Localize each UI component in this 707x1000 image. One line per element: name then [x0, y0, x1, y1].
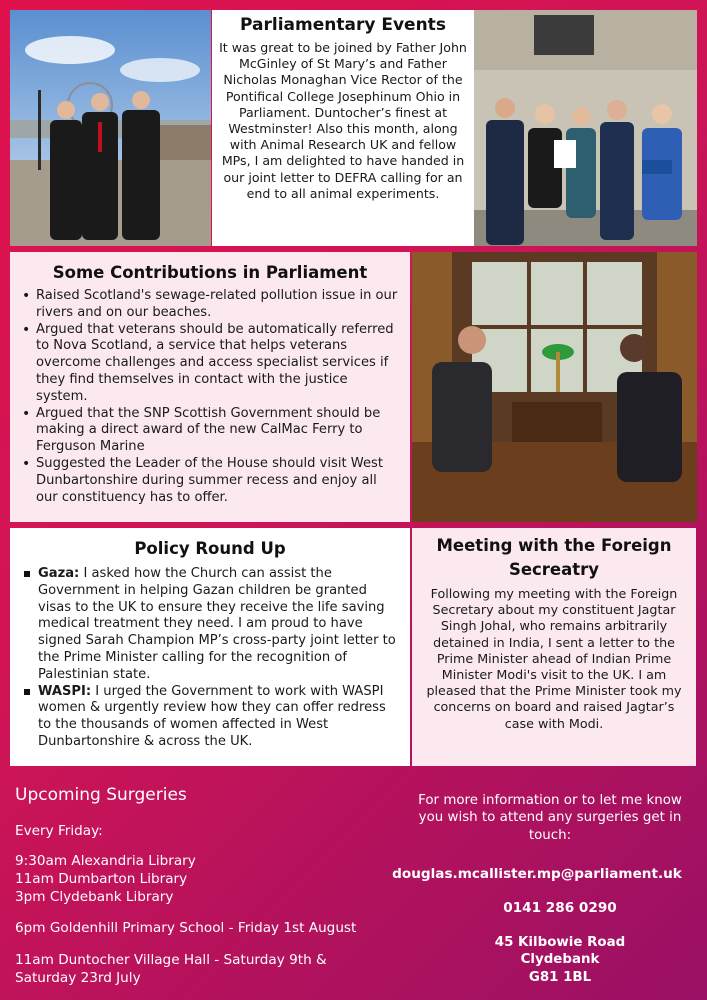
contributions-title: Some Contributions in Parliament [52, 263, 368, 282]
photo-meeting-room [412, 252, 697, 522]
address-line: G81 1BL [528, 969, 592, 985]
address-line: 45 Kilbowie Road [494, 935, 626, 950]
surgery-item: 6pm Goldenhill Primary School - Friday 1st August [15, 920, 357, 936]
surgery-item: 9:30am Alexandria Library [15, 853, 196, 869]
policy-panel [10, 528, 410, 766]
list-item [18, 566, 402, 684]
address-line: Clydebank [520, 952, 600, 968]
list-item: • Suggested the Leader of the House should visit West Dunbartonshire during summer recess and enjoy all our constituency has to offer. [18, 456, 402, 506]
list-item: • Argued that veterans should be automatically referred to Nova Scotland, a service that helps veterans overcome challenges and access specialist services if they find themselves in contact with the justice system. [18, 322, 402, 406]
surgery-item: Saturday 23rd July [15, 970, 141, 986]
policy-item-text: I asked how the Church can assist the Government in helping Gazan children be granted visas to the UK to ensure they receive the life saving medical treatment they need. I am proud to have signed Sarah Champion MP’s cross-party joint letter to the Prime Minister calling for the recognition of Palestinian state. [38, 566, 396, 682]
contact-phone-link[interactable]: 0141 286 0290 [503, 900, 617, 916]
policy-title: Policy Round Up [134, 539, 286, 558]
surgery-item: 3pm Clydebank Library [15, 889, 174, 905]
contact-email-link[interactable]: douglas.mcallister.mp@parliament.uk [392, 866, 682, 882]
surgeries-title: Upcoming Surgeries [15, 785, 187, 805]
list-item [18, 684, 402, 751]
policy-item-label: WASPI: [38, 683, 92, 699]
surgery-item: 11am Dumbarton Library [15, 871, 188, 887]
foreign-title: Meeting with the Foreign Secreatry [436, 536, 672, 579]
list-item: • Argued that the SNP Scottish Government should be making a direct award of the new CalMac Ferry to Ferguson Marine [18, 406, 402, 456]
contact-intro: For more information or to let me know you wish to attend any surgeries get in touch: [418, 793, 682, 843]
policy-item-label: Gaza: [38, 566, 80, 581]
events-body: It was great to be joined by Father John McGinley of St Mary’s and Father Nicholas Monaghan Vice Rector of the Pontifical College Josephinum Ohio in Parliament. Duntocher’s finest at Westminster! Also this month, along with Animal Research UK and fellow MPs, I am delighted to have handed in our joint letter to DEFRA calling for an end to all animal experiments. [219, 40, 467, 201]
policy-list [18, 566, 402, 751]
contributions-panel [10, 252, 410, 522]
events-panel [212, 10, 474, 246]
surgery-item: 11am Duntocher Village Hall - Saturday 9th & [15, 952, 327, 968]
events-title: Parliamentary Events [240, 15, 446, 35]
foreign-body: Following my meeting with the Foreign Secretary about my constituent Jagtar Singh Johal, who remains arbitrarily detained in India, I sent a letter to the Prime Minister ahead of Indian Prime Minister Modi's visit to the UK. I am pleased that the Prime Minister took my concerns on board and raised Jagtar’s case with Modi. [426, 586, 682, 731]
photo-westminster-riverside [10, 10, 211, 246]
contact-address [430, 934, 690, 986]
list-item: • Raised Scotland's sewage-related pollution issue in our rivers and on our beaches. [18, 288, 402, 322]
policy-item-text: I urged the Government to work with WASPI women & urgently review how they can offer redress to the thousands of women affected in West Dunbartonshire & across the UK. [38, 683, 386, 749]
photo-letter-handover [474, 10, 697, 246]
contributions-list [18, 288, 402, 506]
surgeries-every-friday: Every Friday: [15, 823, 103, 839]
foreign-secretary-panel [412, 528, 696, 766]
